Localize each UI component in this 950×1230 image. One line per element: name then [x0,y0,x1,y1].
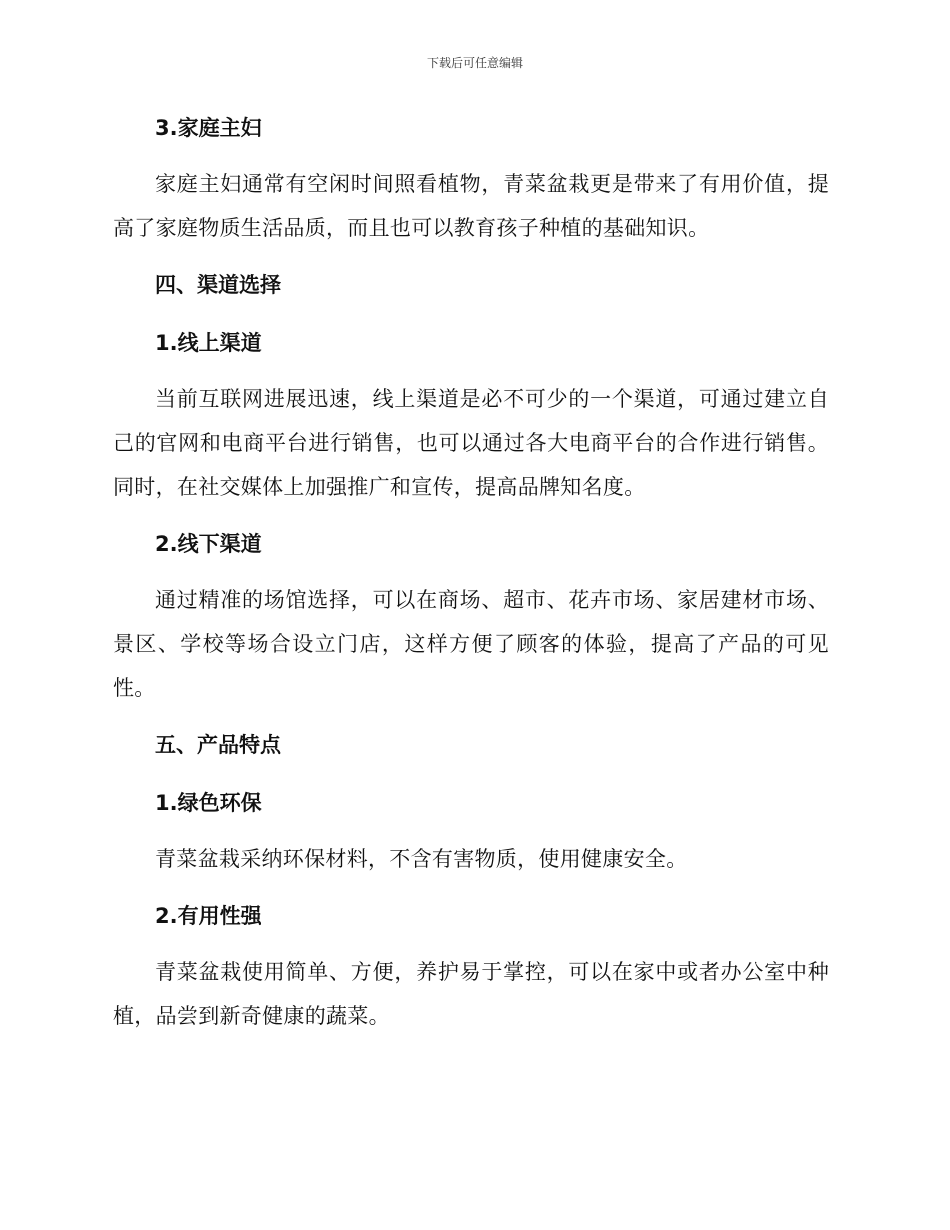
section-heading-channel-selection: 四、渠道选择 [155,273,281,297]
paragraph-offline-channel: 通过精准的场馆选择，可以在商场、超市、花卉市场、家居建材市场、景区、学校等场合设立门店，这样方便了顾客的体验，提高了产品的可见性。 [113,588,829,700]
section-heading-housewife: 3.家庭主妇 [155,116,262,140]
document-body [113,108,829,1038]
section-heading-product-features: 五、产品特点 [155,733,281,757]
paragraph-eco-friendly: 青菜盆栽采纳环保材料，不含有害物质，使用健康安全。 [155,847,688,871]
page-header-note: 下载后可任意编辑 [426,56,523,70]
section-heading-online-channel: 1.线上渠道 [155,331,262,355]
paragraph-online-channel: 当前互联网进展迅速，线上渠道是必不可少的一个渠道，可通过建立自己的官网和电商平台进行销售，也可以通过各大电商平台的合作进行销售。同时，在社交媒体上加强推广和宣传，提高品牌知名度。 [113,387,829,499]
section-heading-practicality: 2.有用性强 [155,904,262,928]
paragraph-practicality: 青菜盆栽使用简单、方便，养护易于掌控，可以在家中或者办公室中种植，品尝到新奇健康的蔬菜。 [113,960,829,1028]
paragraph-housewife: 家庭主妇通常有空闲时间照看植物，青菜盆栽更是带来了有用价值，提高了家庭物质生活品质，而且也可以教育孩子种植的基础知识。 [113,172,829,240]
section-heading-eco-friendly: 1.绿色环保 [155,791,262,815]
section-heading-offline-channel: 2.线下渠道 [155,532,262,556]
